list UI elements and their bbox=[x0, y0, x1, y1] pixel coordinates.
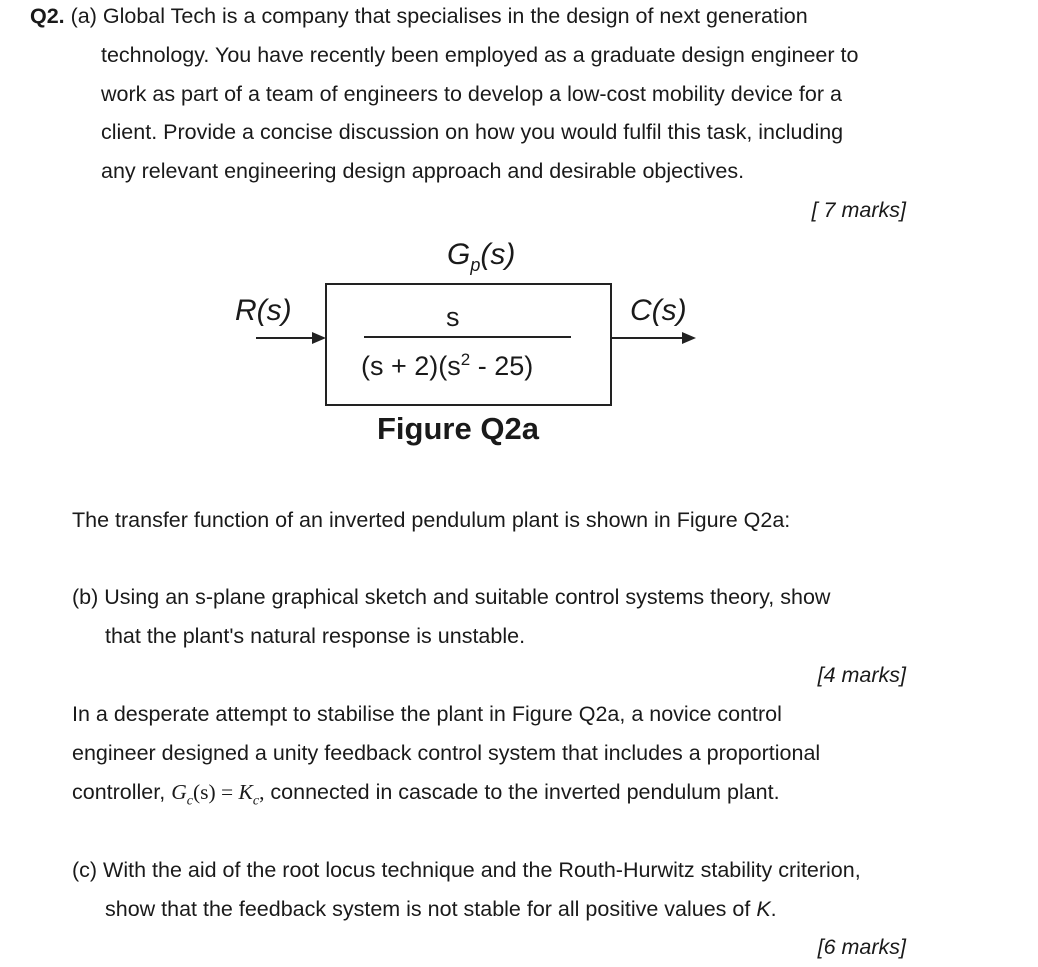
output-arrow-head bbox=[682, 332, 696, 344]
block-label: $G_p(s)$ bbox=[447, 238, 516, 275]
part-a-line: (a) Global Tech is a company that specialises in the design of next generation bbox=[70, 4, 808, 28]
part-a-line: any relevant engineering design approach and desirable objectives. bbox=[101, 159, 745, 183]
part-c-line: show that the feedback system is not stable for all positive values of K. bbox=[105, 897, 777, 921]
input-label: R(s) bbox=[235, 294, 292, 327]
paragraph-line: In a desperate attempt to stabilise the plant in Figure Q2a, a novice control bbox=[72, 702, 782, 726]
part-c-line: (c) With the aid of the root locus technique and the Routh-Hurwitz stability criterion, bbox=[72, 858, 861, 882]
question-number: Q2. bbox=[30, 4, 65, 28]
part-a-line: work as part of a team of engineers to develop a low-cost mobility device for a bbox=[101, 82, 842, 106]
part-b-line: that the plant's natural response is unstable. bbox=[105, 624, 526, 648]
part-b-line: (b) Using an s-plane graphical sketch and suitable control systems theory, show bbox=[72, 585, 831, 609]
part-a-line: client. Provide a concise discussion on how you would fulfil this task, including bbox=[101, 120, 844, 144]
output-label: C(s) bbox=[630, 294, 687, 327]
paragraph-line: controller, $G_c(s) = K_c$, connected in cascade to the inverted pendulum plant. bbox=[72, 780, 780, 809]
denominator: $(s + 2)(s^2 - 25)$ bbox=[361, 350, 534, 381]
controller-equation: $G_c(s) = K_c$, bbox=[171, 780, 265, 809]
input-arrow-line bbox=[256, 337, 314, 339]
part-a-line: technology. You have recently been employed as a graduate design engineer to bbox=[101, 43, 859, 67]
transfer-function-block bbox=[325, 283, 612, 406]
paragraph-line: engineer designed a unity feedback control system that includes a proportional bbox=[72, 741, 821, 765]
part-b-marks: [4 marks] bbox=[817, 663, 906, 687]
numerator: s bbox=[446, 302, 460, 332]
intro-text: The transfer function of an inverted pendulum plant is shown in Figure Q2a: bbox=[72, 508, 791, 532]
fraction-bar bbox=[364, 336, 571, 338]
part-c-marks: [6 marks] bbox=[817, 935, 906, 959]
question-line-1 bbox=[30, 4, 808, 29]
part-a-marks: [ 7 marks] bbox=[811, 198, 906, 222]
input-arrow-head bbox=[312, 332, 326, 344]
figure-caption: Figure Q2a bbox=[377, 411, 539, 446]
output-arrow-line bbox=[610, 337, 684, 339]
